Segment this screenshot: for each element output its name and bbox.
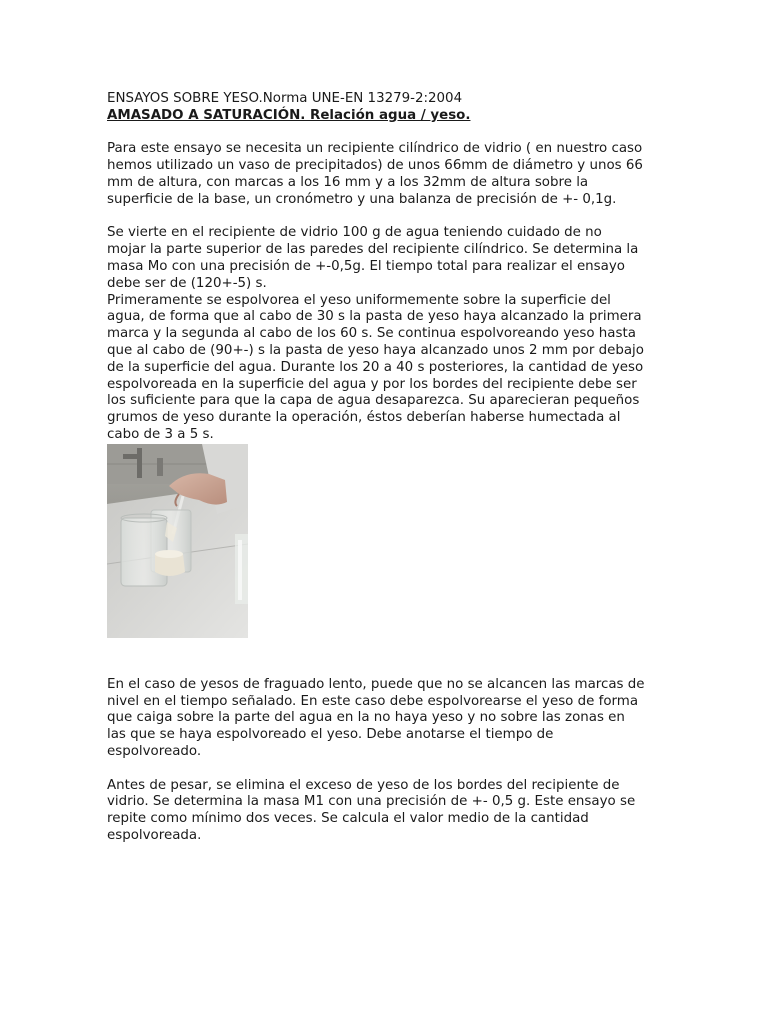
paragraph-line: que caiga sobre la parte del agua en la no haya yeso y no sobre las zonas en (107, 710, 625, 726)
paragraph-line: espolvoreado. (107, 743, 202, 759)
paragraph-weighing (107, 778, 667, 845)
paragraph-line: masa Mo con una precisión de +-0,5g. El tiempo total para realizar el ensayo (107, 258, 625, 274)
lab-photo-illustration (107, 444, 248, 638)
paragraph-line: vidrio. Se determina la masa M1 con una precisión de +- 0,5 g. Este ensayo se (107, 794, 636, 810)
paragraph-materials (107, 141, 667, 208)
document-subtitle: AMASADO A SATURACIÓN. Relación agua / yeso. (107, 107, 471, 123)
paragraph-line: cabo de 3 a 5 s. (107, 426, 214, 442)
paragraph-line: Antes de pesar, se elimina el exceso de yeso de los bordes del recipiente de (107, 777, 620, 793)
paragraph-slow-setting (107, 677, 667, 761)
paragraph-line: Primeramente se espolvorea el yeso uniformemente sobre la superficie del (107, 292, 611, 308)
paragraph-line: repite como mínimo dos veces. Se calcula el valor medio de la cantidad (107, 811, 589, 827)
paragraph-line: debe ser de (120+-5) s. (107, 275, 267, 291)
paragraph-procedure-plaster (107, 293, 667, 444)
paragraph-line: mojar la parte superior de las paredes del recipiente cilíndrico. Se determina la (107, 242, 639, 258)
paragraph-line: agua, de forma que al cabo de 30 s la pasta de yeso haya alcanzado la primera (107, 309, 642, 325)
paragraph-line: nivel en el tiempo señalado. En este caso debe espolvorearse el yeso de forma (107, 693, 639, 709)
lab-photo (107, 444, 248, 638)
paragraph-line: marca y la segunda al cabo de los 60 s. Se continua espolvoreando yeso hasta (107, 326, 636, 342)
paragraph-line: las que se haya espolvoreado el yeso. Debe anotarse el tiempo de (107, 727, 554, 743)
paragraph-line: superficie de la base, un cronómetro y una balanza de precisión de +- 0,1g. (107, 191, 617, 207)
paragraph-line: de la superficie del agua. Durante los 20 a 40 s posteriores, la cantidad de yeso (107, 359, 644, 375)
paragraph-line: que al cabo de (90+-) s la pasta de yeso haya alcanzado unos 2 mm por debajo (107, 342, 644, 358)
paragraph-line: los suficiente para que la capa de agua desaparezca. Su aparecieran pequeños (107, 393, 640, 409)
paragraph-line: En el caso de yesos de fraguado lento, puede que no se alcancen las marcas de (107, 676, 645, 692)
paragraph-line: mm de altura, con marcas a los 16 mm y a los 32mm de altura sobre la (107, 174, 589, 190)
paragraph-line: Para este ensayo se necesita un recipiente cilíndrico de vidrio ( en nuestro caso (107, 141, 643, 157)
paragraph-procedure-water (107, 225, 667, 292)
paragraph-line: espolvoreada en la superficie del agua y por los bordes del recipiente debe ser (107, 376, 637, 392)
paragraph-line: Se vierte en el recipiente de vidrio 100 g de agua teniendo cuidado de no (107, 225, 602, 241)
paragraph-line: hemos utilizado un vaso de precipitados) de unos 66mm de diámetro y unos 66 (107, 158, 643, 174)
paragraph-line: grumos de yeso durante la operación, éstos deberían haberse humectada al (107, 410, 621, 426)
document-page (107, 91, 667, 845)
paragraph-line: espolvoreada. (107, 827, 202, 843)
document-title: ENSAYOS SOBRE YESO.Norma UNE-EN 13279-2:2004 (107, 91, 463, 106)
